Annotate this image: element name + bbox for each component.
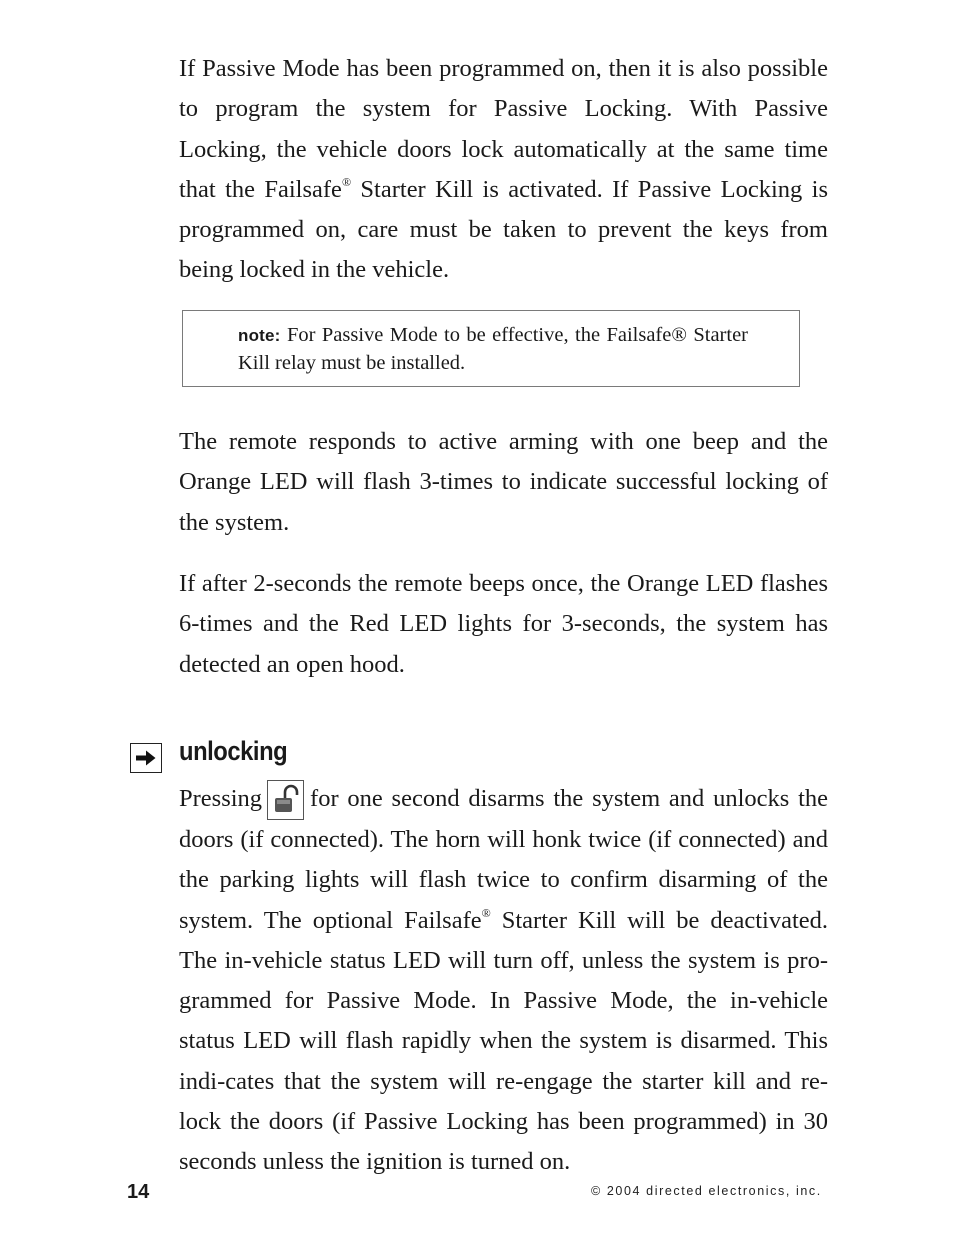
note-text (238, 322, 748, 376)
registered-mark: ® (481, 905, 491, 920)
section-arrow-marker (130, 743, 162, 773)
registered-mark: ® (341, 174, 352, 189)
note-label: note: (238, 326, 281, 345)
unlocking-text-1: for one second disarms the system and unlocks the doors (if connected). The horn will honk twice (if connected) and the parking lights will flash twice to confirm disarming of the system. The optional Failsafe (179, 785, 828, 934)
passive-locking-paragraph (179, 49, 828, 291)
unlocking-text-pressing: Pressing (179, 785, 263, 812)
passive-locking-text-2: Starter Kill is activated. If Passive Locking is programmed on, care must be taken to prevent the keys from being locked in the vehicle. (179, 175, 828, 284)
note-body: For Passive Mode to be effective, the Failsafe® Starter Kill relay must be installed. (238, 324, 748, 374)
passive-locking-text-1: If Passive Mode has been programmed on, then it is also possible to program the system for Passive Locking. With Passive Locking, the vehicle doors lock automatically at the same time that the Failsafe (179, 55, 828, 203)
right-arrow-icon (135, 749, 157, 767)
open-hood-paragraph: If after 2-seconds the remote beeps once, the Orange LED flashes 6-times and the Red LED lights for 3-seconds, the system has detected an open hood. (179, 570, 828, 678)
unlocking-paragraph (179, 779, 828, 1183)
arming-paragraph: The remote responds to active arming with one beep and the Orange LED will flash 3-times to indicate successful locking of the system. (179, 428, 828, 536)
note-box (182, 310, 800, 387)
unlock-button-icon (267, 780, 304, 820)
copyright-notice: © 2004 directed electronics, inc. (591, 1184, 822, 1198)
page-number: 14 (127, 1181, 150, 1203)
section-heading-unlocking: unlocking (179, 736, 288, 766)
unlock-padlock-icon (271, 784, 301, 816)
unlocking-text-2: Starter Kill will be deactivated. The in-vehicle status LED will turn off, unless the system is pro-grammed for Passive Mode. In Passive Mode, the in-vehicle status LED will flash rapidly when the system is disarmed. This indi-cates that the system will re-engage the starter kill and re-lock the doors (if Passive Locking has been programmed) in 30 seconds unless the ignition is turned on. (179, 906, 829, 1176)
